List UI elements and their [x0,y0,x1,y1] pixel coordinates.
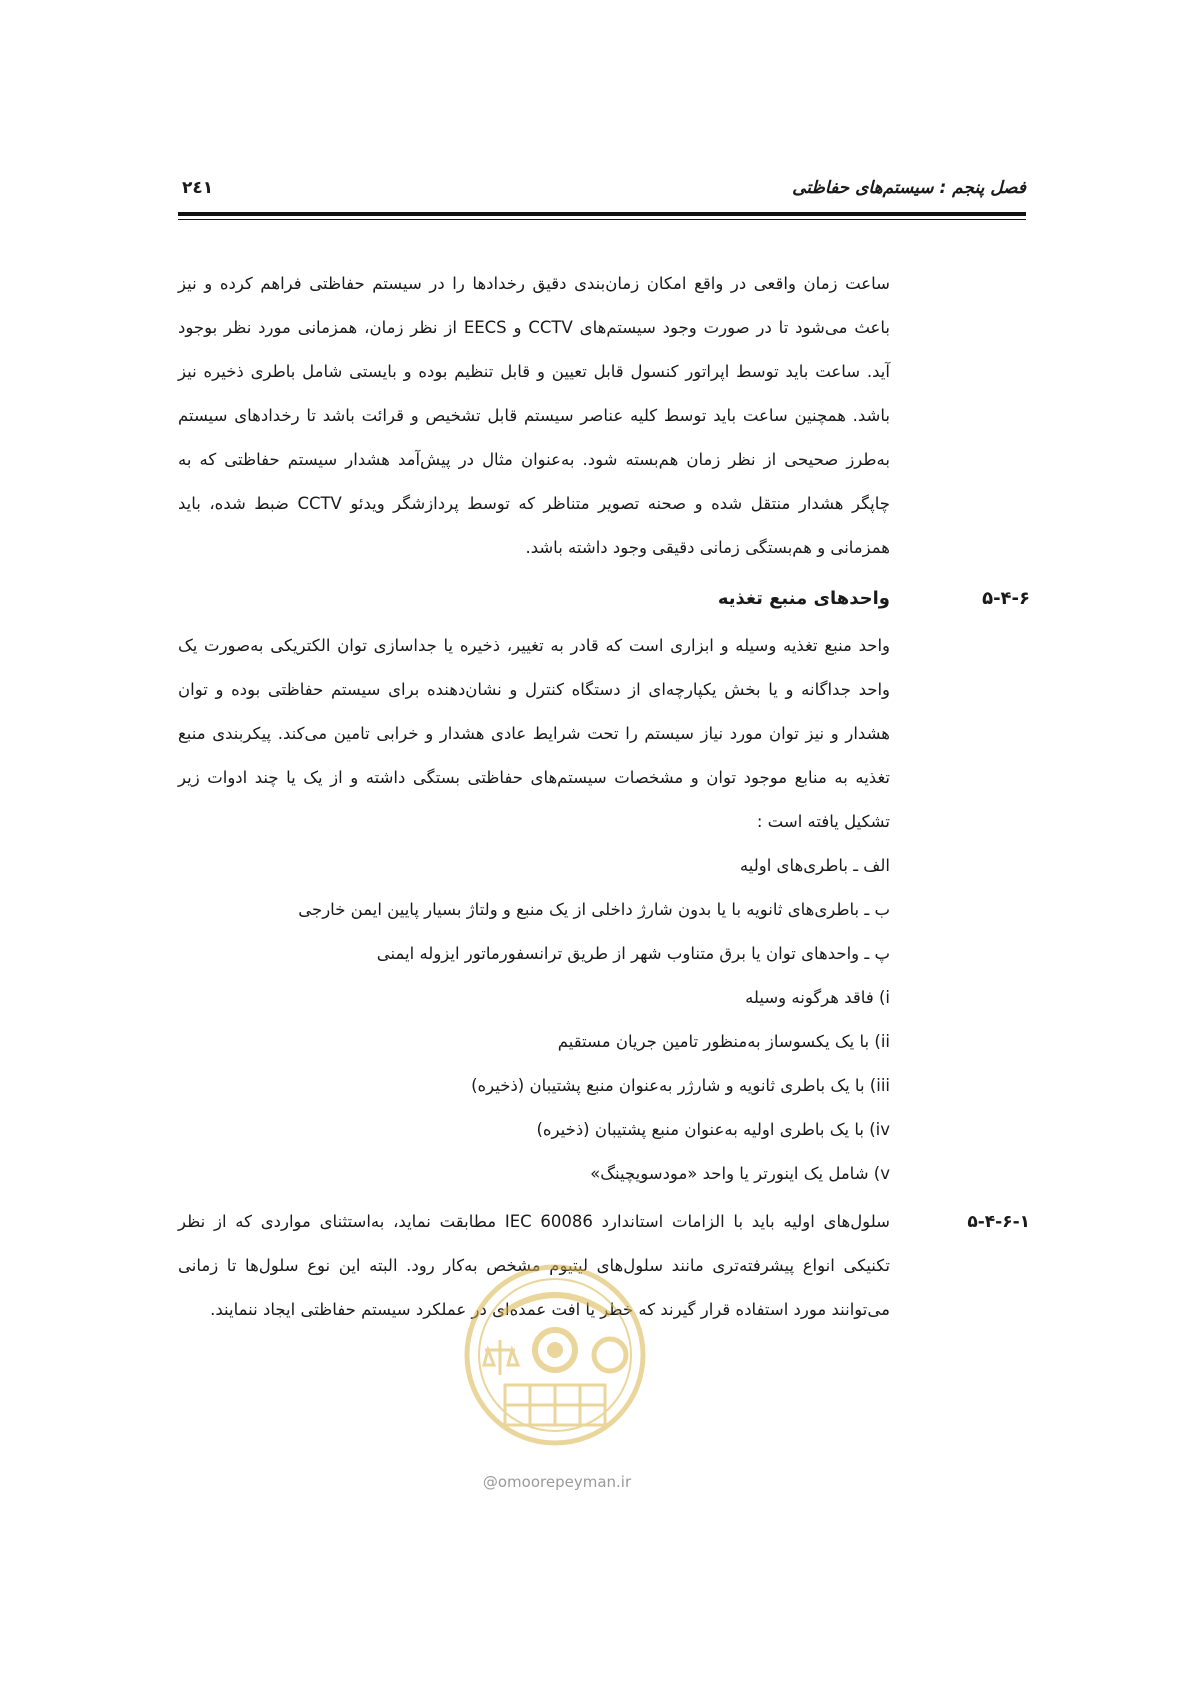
watermark-seal-icon [460,1255,650,1455]
list-item: الف ـ باطری‌های اولیه [739,856,890,875]
section-title: واحدهای منبع تغذیه [717,588,890,609]
sub-list-item: i) فاقد هرگونه وسیله [745,988,890,1007]
watermark-site: @omoorepeyman.ir [482,1473,632,1491]
running-head [178,178,1026,212]
device-list [178,844,890,976]
header-rule-thick [178,212,1026,216]
sub-list-item: ii) با یک یکسوساز به‌منظور تامین جریان مستقیم [557,1032,890,1051]
section-number: ۵-۴-۶ [982,588,1030,609]
clause-number: ۵-۴-۶-۱ [967,1212,1030,1232]
page-number: ۲٤۱ [182,178,214,198]
sub-list-item: iv) با یک باطری اولیه به‌عنوان منبع پشتیبان (ذخیره) [536,1120,890,1139]
sub-list-item: iii) با یک باطری ثانویه و شارژر به‌عنوان منبع پشتیبان (ذخیره) [471,1076,890,1095]
chapter-title: فصل پنجم : سیستم‌های حفاظتی [792,178,1026,198]
sub-list-item: v) شامل یک اینورتر یا واحد «مودسویچینگ» [590,1164,890,1183]
clause-paragraph: سلول‌های اولیه باید با الزامات استاندارد IEC 60086 مطابقت نماید، به‌استثنای مواردی که از نظر تکنیکی انواع پیشرفته‌تری مانند سلول‌های لیتیوم مشخص به‌کار رود. البته این نوع سلول‌ها تا زمانی می‌توانند مورد استفاده قرار گیرند که خطر یا افت عمده‌ای در عملکرد سیستم حفاظتی ایجاد ننمایند. [178,1212,890,1319]
section-paragraph: واحد منبع تغذیه وسیله و ابزاری است که قادر به تغییر، ذخیره یا جداسازی توان الکتریکی به‌صورت یک واحد جداگانه و یا بخش یکپارچه‌ای از دستگاه کنترل و نشان‌دهنده برای سیستم حفاظتی بوده و توان هشدار و نیز توان مورد نیاز سیستم را تحت شرایط عادی هشدار و خرابی تامین می‌کند. پیکربندی منبع تغذیه به منابع موجود توان و مشخصات سیستم‌های حفاظتی بستگی داشته و از یک یا چند ادوات زیر تشکیل یافته است : [178,636,890,831]
list-item: ب ـ باطری‌های ثانویه با یا بدون شارژ داخلی از یک منبع و ولتاژ بسیار پایین ایمن خارجی [298,900,890,919]
list-item: پ ـ واحدهای توان یا برق متناوب شهر از طریق ترانسفورماتور ایزوله ایمنی [376,944,890,963]
section-heading [178,574,1030,624]
sub-list [178,976,890,1196]
body-content [178,262,1030,1332]
header-rule-thin [178,219,1026,220]
intro-paragraph: ساعت زمان واقعی در واقع امکان زمان‌بندی دقیق رخدادها را در سیستم حفاظتی فراهم کرده و نیز باعث می‌شود تا در صورت وجود سیستم‌های CCTV و EECS از نظر زمان، همزمانی مورد نظر بوجود آید. ساعت باید توسط اپراتور کنسول قابل تعیین و قابل تنظیم بوده و بایستی شامل باطری ذخیره نیز باشد. همچنین ساعت باید توسط کلیه عناصر سیستم قابل تشخیص و قرائت باشد تا رخدادهای سیستم به‌طرز صحیحی از نظر زمان هم‌بسته شود. به‌عنوان مثال در پیش‌آمد هشدار سیستم حفاظتی که به چاپگر هشدار منتقل شده و صحنه تصویر متناظر که توسط پردازشگر ویدئو CCTV ضبط شده، باید همزمانی و هم‌بستگی زمانی دقیقی وجود داشته باشد. [178,274,891,557]
section-power-supply [178,574,1030,1196]
